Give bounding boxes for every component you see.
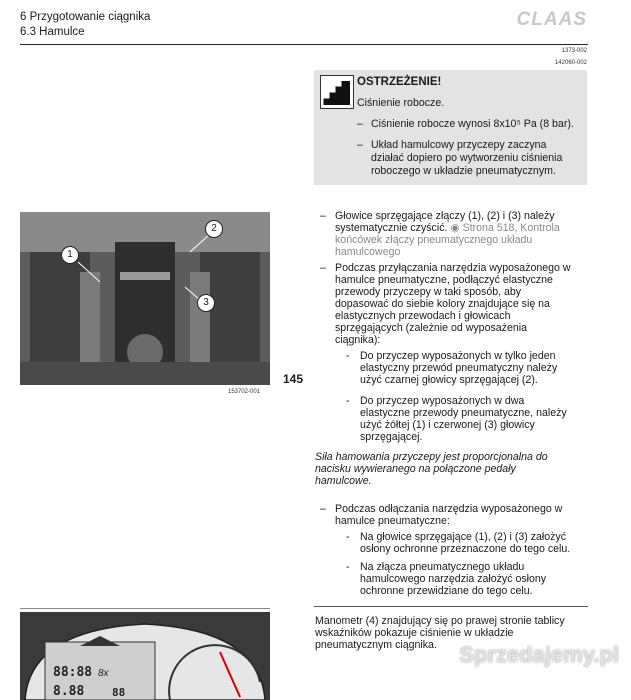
warning-item-2-line2: działać dopiero po wytworzeniu ciśnienia (371, 152, 563, 164)
para4-line1: Manometr (4) znajdujący się po prawej stronie tablicy (315, 615, 565, 627)
para4-line2: wskaźników pokazuje ciśnienie w układzie (315, 627, 514, 639)
sub4-line1: Na złącza pneumatycznego układu (360, 561, 525, 573)
sub4-line2: hamulcowego narzędzia założyć osłony (360, 573, 547, 585)
header-divider (20, 44, 588, 45)
sub1-line1: Do przyczep wyposażonych w tylko jeden (360, 350, 556, 362)
sub-bullet-dash: - (346, 395, 350, 407)
sub4-line3: ochronne przewidziane do tego celu. (360, 585, 533, 597)
reference-code-1: 1373-002 (561, 48, 587, 54)
page-number: 145 (283, 372, 304, 386)
sub2-line3: użyć żółtej (1) i czerwonej (3) głowicy (360, 419, 535, 431)
para1-line3[interactable]: końcówek złączy pneumatycznego układu (335, 234, 533, 246)
italic-line3: hamulcowe. (315, 475, 372, 487)
para1-line4[interactable]: hamulcowego (335, 246, 401, 258)
callout-1: 1 (61, 246, 79, 264)
warning-title: OSTRZEŻENIE! (357, 76, 442, 88)
warning-item-1: Ciśnienie robocze wynosi 8x10⁵ Pa (8 bar). (371, 118, 574, 130)
chapter-title: 6 Przygotowanie ciągnika (20, 11, 151, 23)
bullet-dash: – (320, 210, 326, 222)
sub2-line2: elastyczne przewody pneumatyczne, należy (360, 407, 567, 419)
para4-line3: pneumatycznym ciągnika. (315, 639, 437, 651)
watermark: Sprzedajemy.pl (459, 642, 619, 667)
sub1-line2: elastyczny przewód pneumatyczny należy (360, 362, 558, 374)
lcd-value: 8.88 (53, 684, 85, 699)
italic-line2: nacisku wywieranego na połączone pedały (315, 463, 516, 475)
sub3-line1: Na głowice sprzęgające (1), (2) i (3) założyć (360, 531, 567, 543)
section-title: 6.3 Hamulce (20, 26, 85, 38)
para2-line7: ciągnika): (335, 334, 381, 346)
sub-bullet-dash: - (346, 561, 350, 573)
hitch-couplings-photo (20, 212, 270, 385)
para3-line1: Podczas odłączania narzędzia wyposażonego w (335, 503, 563, 515)
lcd-small: 88 (112, 686, 126, 699)
sub3-line2: osłony ochronne przeznaczone do tego celu. (360, 543, 571, 555)
para1-line2 (335, 222, 560, 234)
sub2-line1: Do przyczep wyposażonych w dwa (360, 395, 525, 407)
brand-logo: CLAAS (516, 9, 587, 30)
para2-line2: hamulce pneumatyczne, podłączyć elastyczne (335, 274, 553, 286)
reference-code-2: 142060-002 (554, 60, 587, 66)
callout-3: 3 (197, 294, 215, 312)
sub1-line3: użyć czarnej głowicy sprzęgającej (2). (360, 374, 538, 386)
eye-reference-icon: ◉ (450, 222, 460, 234)
bullet-dash: – (320, 503, 326, 515)
para3-line2: hamulce pneumatyczne: (335, 515, 450, 527)
sub-bullet-dash: - (346, 531, 350, 543)
warning-dash-1: – (357, 118, 363, 130)
page-reference-link[interactable]: Strona 518, Kontrola (462, 222, 560, 234)
stairs-warning-icon (320, 75, 354, 109)
para1-line1: Głowice sprzęgające złączy (1), (2) i (3) należy (335, 210, 555, 222)
sub-bullet-dash: - (346, 350, 350, 362)
warning-item-2-line3: roboczego w układzie pneumatycznym. (371, 165, 556, 177)
section-divider (314, 606, 588, 607)
warning-subtitle: Ciśnienie robocze. (357, 97, 445, 109)
para2-line4: dopasować do siebie kolory znajdujące się na (335, 298, 550, 310)
para2-line3: przewody przyczepy w taki sposób, aby (335, 286, 522, 298)
warning-item-2-line1: Układ hamulcowy przyczepy zaczyna (371, 139, 547, 151)
figure-divider (20, 608, 270, 609)
para2-line5: elastycznych przewodach i głowicach (335, 310, 511, 322)
sub2-line4: sprzęgającej. (360, 431, 423, 443)
bullet-dash: – (320, 262, 326, 274)
para1-line2-text: systematycznie czyścić. (335, 222, 448, 234)
figure-caption: 153702-001 (228, 389, 261, 395)
para2-line1: Podczas przyłączania narzędzia wyposażonego w (335, 262, 571, 274)
callout-2: 2 (205, 220, 223, 238)
italic-line1: Siła hamowania przyczepy jest proporcjonalna do (315, 451, 548, 463)
warning-dash-2: – (357, 139, 363, 151)
para2-line6: sprzęgających (zależnie od wyposażenia (335, 322, 527, 334)
lcd-time: 88:88 (53, 665, 93, 680)
lcd-unit: 8x (98, 668, 109, 679)
